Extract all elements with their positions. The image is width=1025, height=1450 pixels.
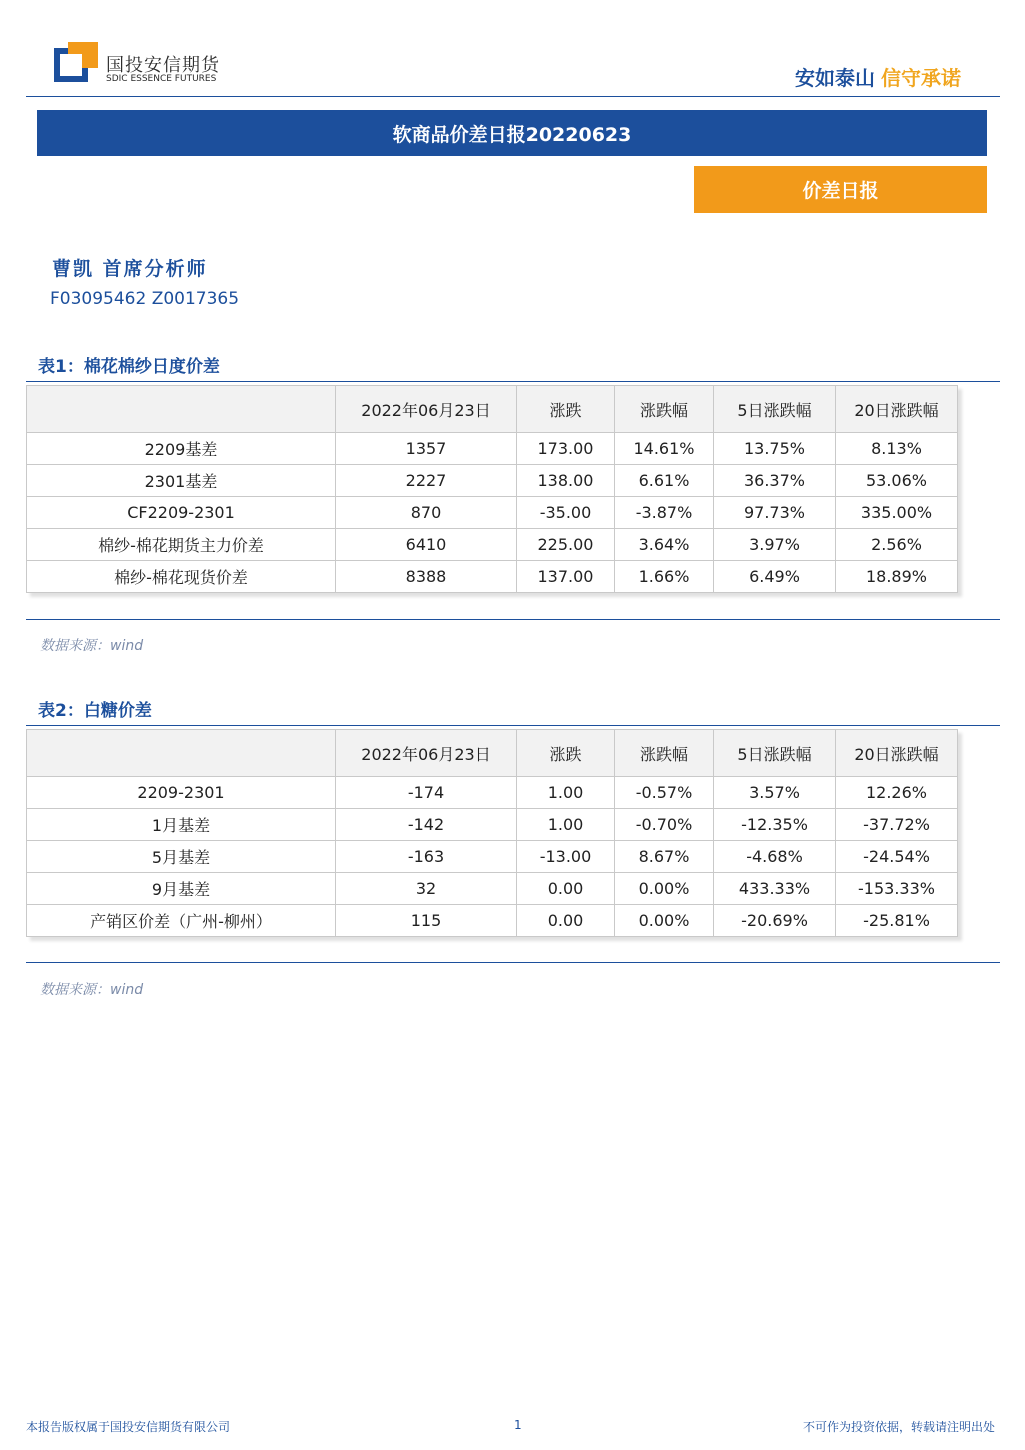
value-cell: 8.13% [836, 433, 958, 465]
table1-bottom-rule [26, 619, 1000, 620]
footer-copyright: 本报告版权属于国投安信期货有限公司 [26, 1420, 231, 1434]
table2-bottom-rule [26, 962, 1000, 963]
row-label-cell: CF2209-2301 [27, 497, 336, 529]
value-cell: 137.00 [517, 561, 615, 593]
value-cell: -3.87% [615, 497, 714, 529]
value-cell: -153.33% [836, 873, 958, 905]
value-cell: 3.97% [714, 529, 836, 561]
analyst-name: 曹凯 首席分析师 [52, 258, 208, 280]
row-label-cell: 9月基差 [27, 873, 336, 905]
table-row [27, 561, 958, 593]
table2-top-rule [26, 725, 1000, 726]
table-header-cell: 涨跌 [517, 386, 615, 433]
table-header-cell: 2022年06月23日 [336, 730, 517, 777]
value-cell: 32 [336, 873, 517, 905]
value-cell: 870 [336, 497, 517, 529]
table2 [26, 729, 958, 937]
report-type-tag: 价差日报 [694, 166, 987, 213]
logo-chinese-name: 国投安信期货 [106, 55, 220, 76]
page-number: 1 [514, 1418, 522, 1432]
value-cell: 12.26% [836, 777, 958, 809]
value-cell: 1.66% [615, 561, 714, 593]
table-row [27, 497, 958, 529]
value-cell: -142 [336, 809, 517, 841]
table-row [27, 873, 958, 905]
value-cell: -0.70% [615, 809, 714, 841]
slogan-part-2: 信守承诺 [881, 66, 961, 90]
value-cell: 97.73% [714, 497, 836, 529]
value-cell: -20.69% [714, 905, 836, 937]
value-cell: 1.00 [517, 809, 615, 841]
value-cell: 138.00 [517, 465, 615, 497]
value-cell: 6.49% [714, 561, 836, 593]
table-header-cell: 涨跌 [517, 730, 615, 777]
company-logo-icon [54, 42, 98, 84]
table-header-cell: 涨跌幅 [615, 386, 714, 433]
value-cell: 2.56% [836, 529, 958, 561]
table-row [27, 433, 958, 465]
table-row [27, 809, 958, 841]
slogan-part-1: 安如泰山 [795, 66, 875, 90]
table1 [26, 385, 958, 593]
value-cell: 335.00% [836, 497, 958, 529]
table-header-cell: 2022年06月23日 [336, 386, 517, 433]
footer-disclaimer: 不可作为投资依据，转载请注明出处 [802, 1420, 995, 1434]
value-cell: 1357 [336, 433, 517, 465]
table-header-cell: 5日涨跌幅 [714, 730, 836, 777]
table-row [27, 529, 958, 561]
table-header-row [27, 386, 958, 433]
value-cell: 36.37% [714, 465, 836, 497]
table-row [27, 465, 958, 497]
table-header-cell [27, 386, 336, 433]
logo-english-name: SDIC ESSENCE FUTURES [106, 74, 217, 84]
row-label-cell: 产销区价差（广州-柳州） [27, 905, 336, 937]
value-cell: -25.81% [836, 905, 958, 937]
table1-title: 表1：棉花棉纱日度价差 [38, 357, 220, 377]
value-cell: 53.06% [836, 465, 958, 497]
value-cell: 433.33% [714, 873, 836, 905]
row-label-cell: 棉纱-棉花现货价差 [27, 561, 336, 593]
value-cell: -0.57% [615, 777, 714, 809]
value-cell: 1.00 [517, 777, 615, 809]
value-cell: 173.00 [517, 433, 615, 465]
table-row [27, 905, 958, 937]
value-cell: -13.00 [517, 841, 615, 873]
value-cell: -35.00 [517, 497, 615, 529]
value-cell: 6410 [336, 529, 517, 561]
value-cell: 6.61% [615, 465, 714, 497]
value-cell: 3.64% [615, 529, 714, 561]
header-divider [26, 96, 1000, 97]
value-cell: -163 [336, 841, 517, 873]
table-header-cell: 20日涨跌幅 [836, 730, 958, 777]
value-cell: 2227 [336, 465, 517, 497]
table-row [27, 777, 958, 809]
table2-title: 表2：白糖价差 [38, 701, 152, 721]
row-label-cell: 2209基差 [27, 433, 336, 465]
value-cell: -37.72% [836, 809, 958, 841]
table-header-cell [27, 730, 336, 777]
table-row [27, 841, 958, 873]
table-header-cell: 5日涨跌幅 [714, 386, 836, 433]
value-cell: 8.67% [615, 841, 714, 873]
table1-top-rule [26, 381, 1000, 382]
value-cell: -12.35% [714, 809, 836, 841]
value-cell: 18.89% [836, 561, 958, 593]
value-cell: 3.57% [714, 777, 836, 809]
value-cell: -174 [336, 777, 517, 809]
value-cell: 0.00 [517, 873, 615, 905]
report-title: 软商品价差日报20220623 [37, 110, 987, 156]
value-cell: 115 [336, 905, 517, 937]
row-label-cell: 棉纱-棉花期货主力价差 [27, 529, 336, 561]
value-cell: -4.68% [714, 841, 836, 873]
row-label-cell: 2301基差 [27, 465, 336, 497]
value-cell: 0.00% [615, 905, 714, 937]
row-label-cell: 1月基差 [27, 809, 336, 841]
value-cell: 13.75% [714, 433, 836, 465]
value-cell: -24.54% [836, 841, 958, 873]
table2-source: 数据来源：wind [40, 982, 144, 998]
value-cell: 0.00% [615, 873, 714, 905]
value-cell: 225.00 [517, 529, 615, 561]
value-cell: 8388 [336, 561, 517, 593]
table1-source: 数据来源：wind [40, 638, 144, 654]
row-label-cell: 5月基差 [27, 841, 336, 873]
value-cell: 0.00 [517, 905, 615, 937]
row-label-cell: 2209-2301 [27, 777, 336, 809]
slogan [795, 62, 961, 91]
table-header-row [27, 730, 958, 777]
table-header-cell: 涨跌幅 [615, 730, 714, 777]
analyst-ids: F03095462 Z0017365 [50, 289, 240, 309]
value-cell: 14.61% [615, 433, 714, 465]
table-header-cell: 20日涨跌幅 [836, 386, 958, 433]
